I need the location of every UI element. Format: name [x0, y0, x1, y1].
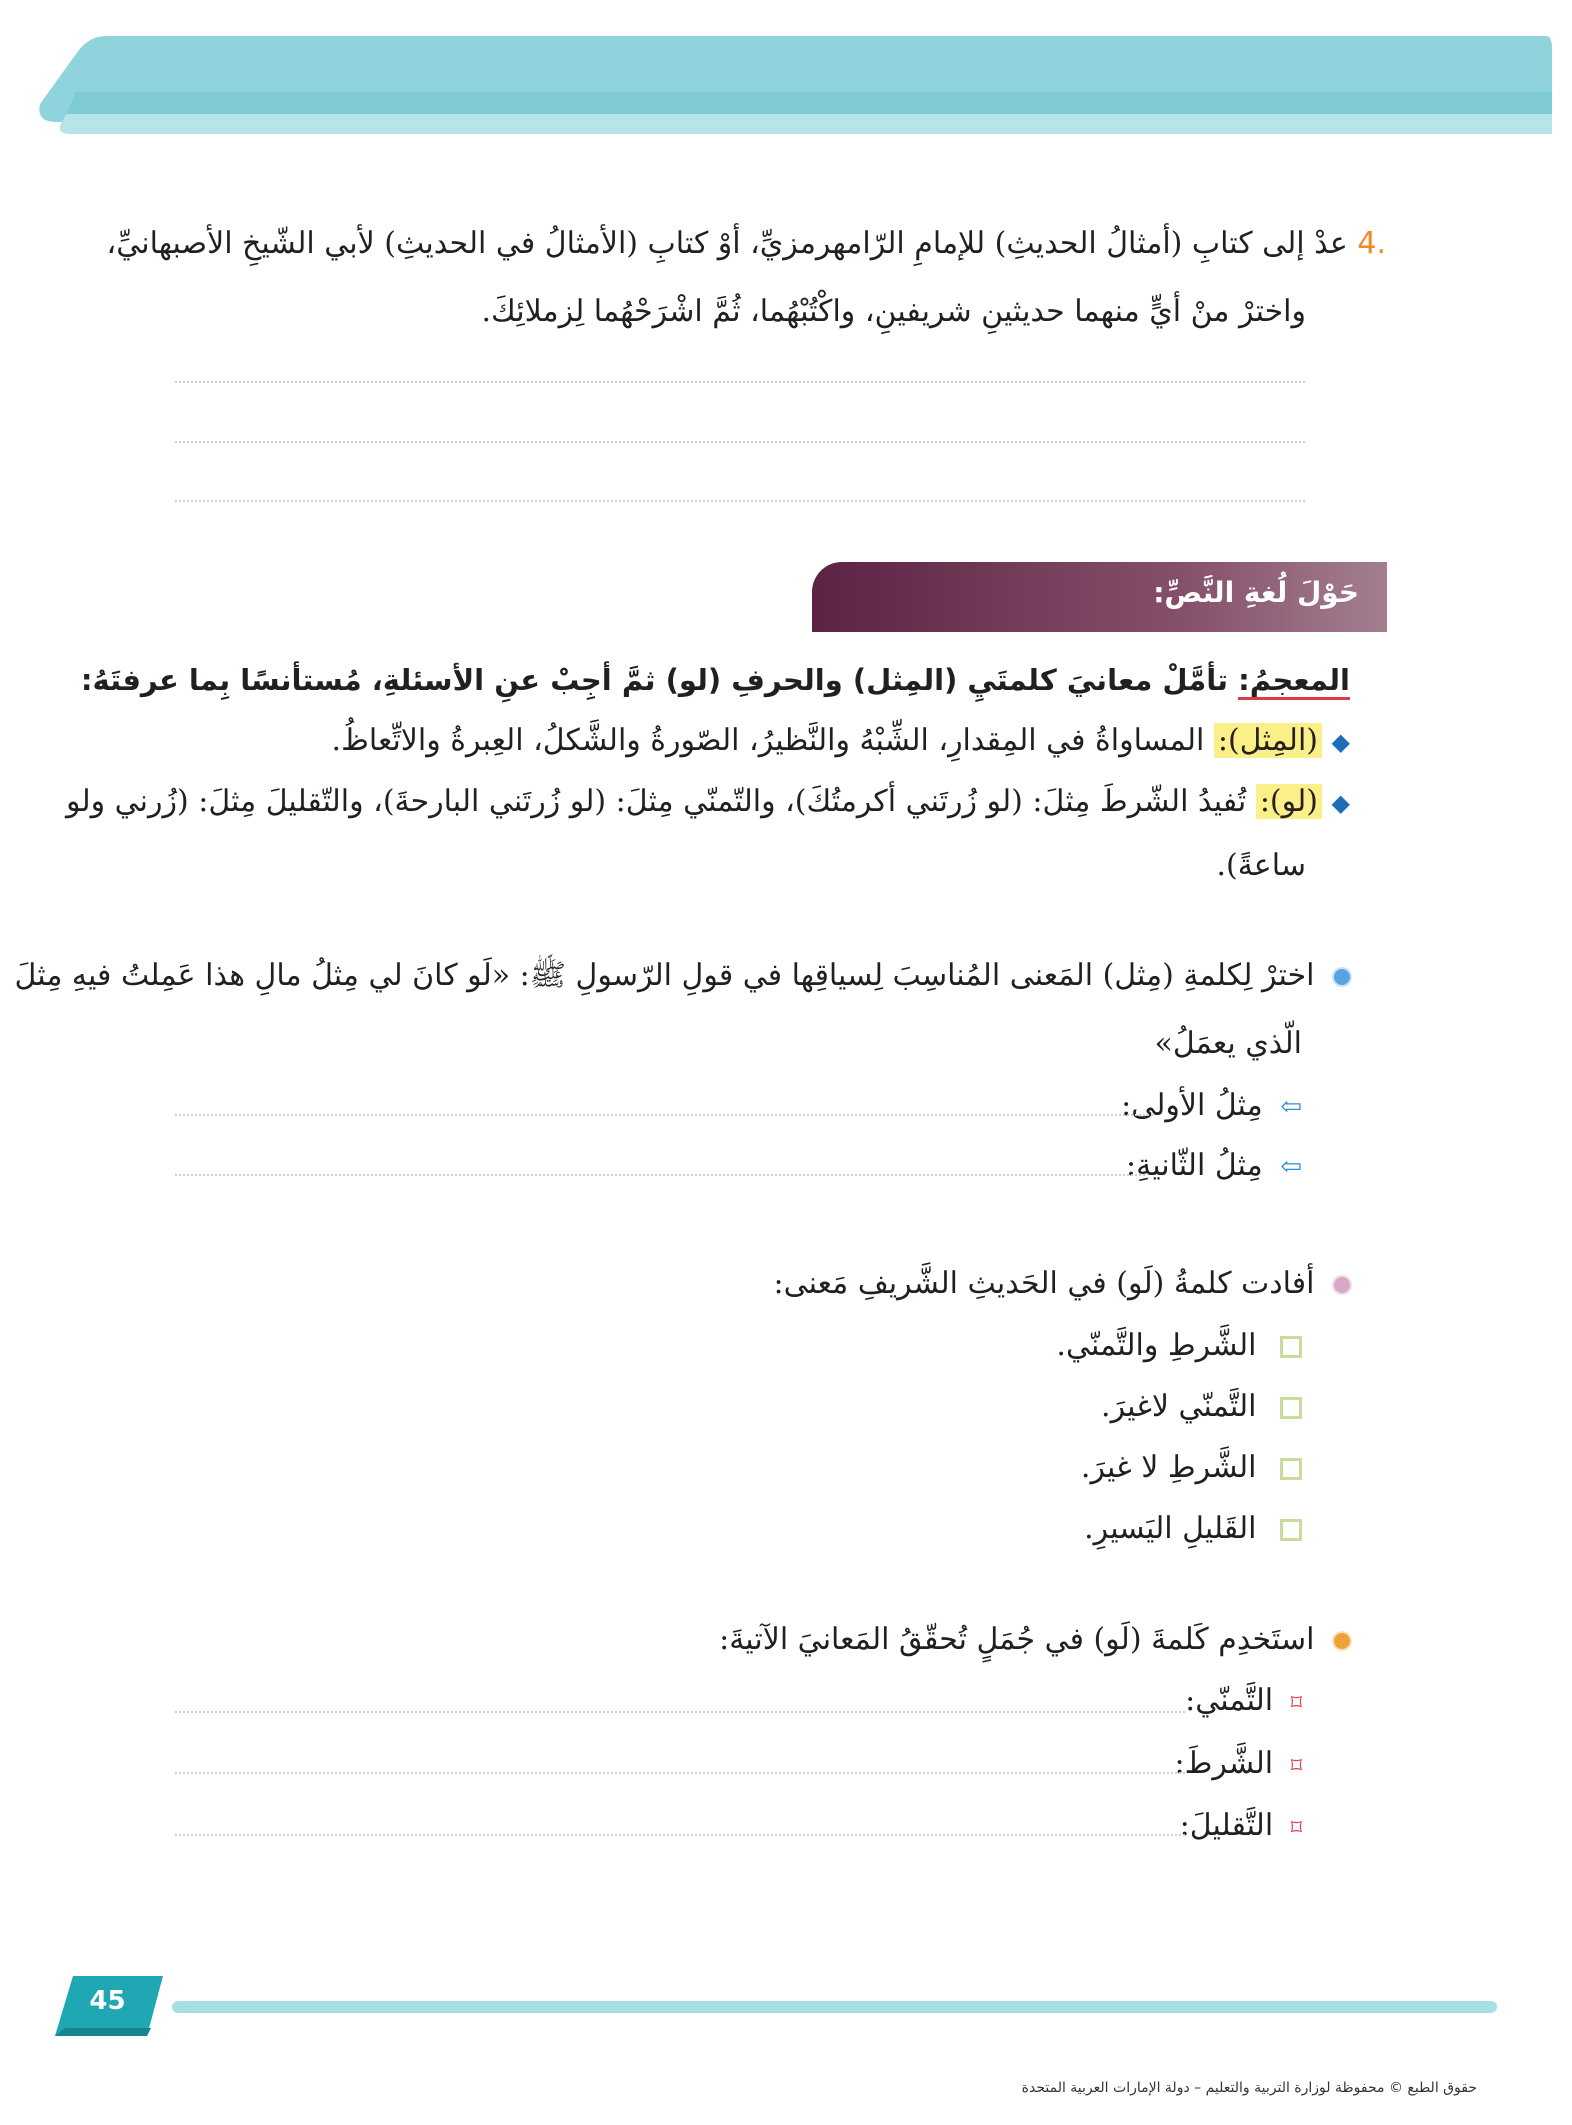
option-2-label: التَّمنّي لاغيرَ. [1101, 1389, 1257, 1424]
star-bullet-icon: ⌑ [1290, 1816, 1302, 1841]
answer-use-1-label: التَّمنّي: [1185, 1683, 1274, 1718]
q-law-prompt [773, 1258, 1350, 1310]
option-2[interactable] [1101, 1381, 1302, 1433]
answer-use-3 [1180, 1800, 1302, 1855]
option-3-label: الشَّرطِ لا غيرَ. [1080, 1450, 1257, 1485]
option-1-label: الشَّرطِ والتَّمنّي. [1056, 1328, 1257, 1363]
header-band [36, 34, 1552, 134]
answer-mithl-2-label: مِثلُ الثّانيةِ: [1126, 1148, 1263, 1183]
checkbox-icon[interactable] [1280, 1336, 1302, 1358]
pink-circle-bullet-icon [1334, 1277, 1350, 1293]
answer-line[interactable] [175, 1834, 1185, 1836]
q-mithl-line1 [15, 950, 1350, 1002]
q4-line1 [107, 218, 1386, 270]
orange-circle-bullet-icon [1334, 1633, 1350, 1649]
option-4-label: القَليلِ اليَسيرِ. [1084, 1511, 1257, 1546]
answer-line[interactable] [175, 1114, 1153, 1116]
answer-mithl-1-label: مِثلُ الأولى: [1121, 1088, 1263, 1123]
lexicon-heading [81, 654, 1350, 706]
answer-line[interactable] [175, 441, 1305, 443]
copyright-notice: حقوق الطبع © محفوظة لوزارة التربية والتعليم – دولة الإمارات العربية المتحدة [1021, 2080, 1477, 2096]
lexicon-item-mithl [332, 715, 1350, 768]
page-number: 45 [89, 1986, 126, 2016]
blue-circle-bullet-icon [1334, 969, 1350, 985]
answer-use-2 [1175, 1738, 1303, 1793]
option-3[interactable] [1081, 1442, 1302, 1494]
q4-text-line1: عدْ إلى كتابِ (أمثالُ الحديثِ) للإمامِ الرّامهرمزيِّ، أوْ كتابِ (الأمثالُ في الحديثِ) لأبي الشّيخِ الأصبهانيِّ، [106, 226, 1348, 261]
answer-line[interactable] [175, 381, 1305, 383]
definition-mithl: المساواةُ في المِقدارِ، الشِّبْهُ والنَّظيرُ، الصّورةُ والشَّكلُ، العِبرةُ والاتِّعاظُ. [331, 723, 1205, 758]
lexicon-title-rest: تأمَّلْ معانيَ كلمتَيِ (المِثل) والحرفِ (لو) ثمَّ أجِبْ عنِ الأسئلةِ، مُستأنسًا بِما عرفتَهُ: [80, 663, 1228, 697]
answer-line[interactable] [175, 500, 1305, 502]
arrow-bullet-icon: ⇦ [1280, 1152, 1302, 1182]
definition-law-cont: ساعةً). [1216, 848, 1306, 883]
q4-text-line2: واخترْ منْ أيٍّ منهما حديثينِ شريفينِ، واكْتُبْهُما، ثُمَّ اشْرَحْهُما لِزملائِكَ. [481, 294, 1306, 329]
option-4[interactable] [1084, 1503, 1302, 1555]
q-law-prompt-text: أفادت كلمةُ (لَو) في الحَديثِ الشَّريفِ مَعنى: [773, 1266, 1315, 1301]
arrow-bullet-icon: ⇦ [1280, 1092, 1302, 1122]
definition-law: تُفيدُ الشّرطَ مِثلَ: (لو زُرتَني أكرمتُكَ)، والتّمنّي مِثلَ: (لو زُرتَني البارحةَ)، والتّقليلَ مِثلَ: (زُرني ولو [66, 784, 1247, 819]
answer-use-3-label: التَّقليلَ: [1179, 1808, 1274, 1843]
q-mithl-line2: الّذي يعمَلُ» [1154, 1026, 1302, 1061]
footer-line [172, 2001, 1497, 2013]
diamond-bullet-icon: ◆ [1331, 728, 1350, 756]
answer-mithl-2 [1126, 1140, 1302, 1193]
answer-line[interactable] [175, 1772, 1185, 1774]
answer-use-1 [1185, 1675, 1302, 1730]
diamond-bullet-icon: ◆ [1331, 789, 1350, 817]
answer-line[interactable] [175, 1711, 1185, 1713]
q-use-prompt [719, 1614, 1350, 1666]
answer-mithl-1 [1121, 1080, 1302, 1133]
lexicon-title-word: المعجمُ: [1238, 663, 1350, 700]
question-number: .4 [1357, 226, 1386, 261]
option-1[interactable] [1056, 1320, 1302, 1372]
term-law: (لو): [1256, 784, 1322, 819]
q-use-prompt-text: استَخدِم كَلمةَ (لَو) في جُمَلٍ تُحقّقُ المَعانيَ الآتيةَ: [719, 1622, 1315, 1657]
lexicon-item-law [66, 776, 1350, 829]
answer-line[interactable] [175, 1174, 1145, 1176]
section-title-tab [812, 562, 1387, 632]
star-bullet-icon: ⌑ [1290, 1754, 1302, 1779]
answer-use-2-label: الشَّرطَ: [1174, 1746, 1274, 1781]
term-mithl: (المِثل): [1214, 723, 1322, 758]
star-bullet-icon: ⌑ [1290, 1691, 1302, 1716]
q-mithl-text: اخترْ لِكلمةِ (مِثل) المَعنى المُناسِبَ لِسياقِها في قولِ الرّسولِ ﷺ: «لَو كانَ لي مِثلُ مالِ هذا عَمِلتُ فيهِ مِثلَ [14, 958, 1315, 993]
checkbox-icon[interactable] [1280, 1519, 1302, 1541]
checkbox-icon[interactable] [1280, 1458, 1302, 1480]
checkbox-icon[interactable] [1280, 1397, 1302, 1419]
section-title: حَوْلَ لُغةِ النَّصِّ: [1153, 576, 1359, 609]
